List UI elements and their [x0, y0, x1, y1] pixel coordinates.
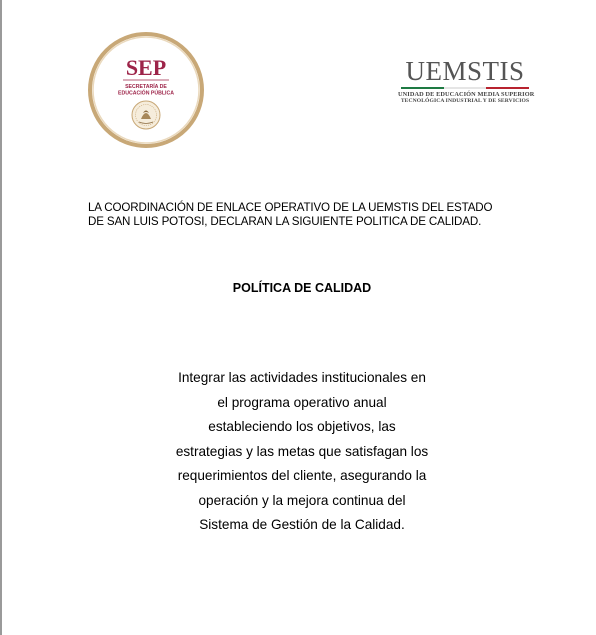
uemstis-logo	[398, 56, 535, 108]
policy-line: Sistema de Gestión de la Calidad.	[199, 517, 405, 532]
uemstis-logo-subtitle2: TECNOLÓGICA INDUSTRIAL Y DE SERVICIOS	[400, 98, 530, 104]
uemstis-flag-bar	[401, 87, 529, 89]
intro-statement	[88, 201, 528, 228]
sep-logo	[87, 31, 205, 149]
policy-line: estableciendo los objetivos, las	[208, 419, 396, 434]
mexico-coat-of-arms-icon	[132, 101, 160, 129]
intro-line-1: LA COORDINACIÓN DE ENLACE OPERATIVO DE LA UEMSTIS DEL ESTADO	[88, 201, 493, 214]
uemstis-logo-title: UEMSTIS	[405, 56, 525, 86]
policy-line: el programa operativo anual	[217, 394, 387, 410]
sep-logo-title: SEP	[125, 55, 167, 80]
sep-logo-line2: EDUCACIÓN PÚBLICA	[118, 90, 174, 97]
policy-heading: POLÍTICA DE CALIDAD	[232, 281, 372, 295]
intro-line-2: DE SAN LUIS POTOSI, DECLARAN LA SIGUIENTE POLITICA DE CALIDAD.	[88, 214, 482, 228]
policy-line: Integrar las actividades institucionales en	[178, 370, 426, 385]
sep-logo-line1: SECRETARÍA DE	[125, 84, 167, 90]
sep-logo-graphic	[87, 31, 205, 149]
policy-line: operación y la mejora continua del	[198, 492, 406, 508]
policy-line: requerimientos del cliente, asegurando la	[177, 468, 427, 483]
uemstis-logo-subtitle1: UNIDAD DE EDUCACIÓN MEDIA SUPERIOR	[398, 91, 535, 98]
policy-text	[152, 366, 452, 538]
policy-line: estrategias y las metas que satisfagan los	[175, 443, 429, 459]
